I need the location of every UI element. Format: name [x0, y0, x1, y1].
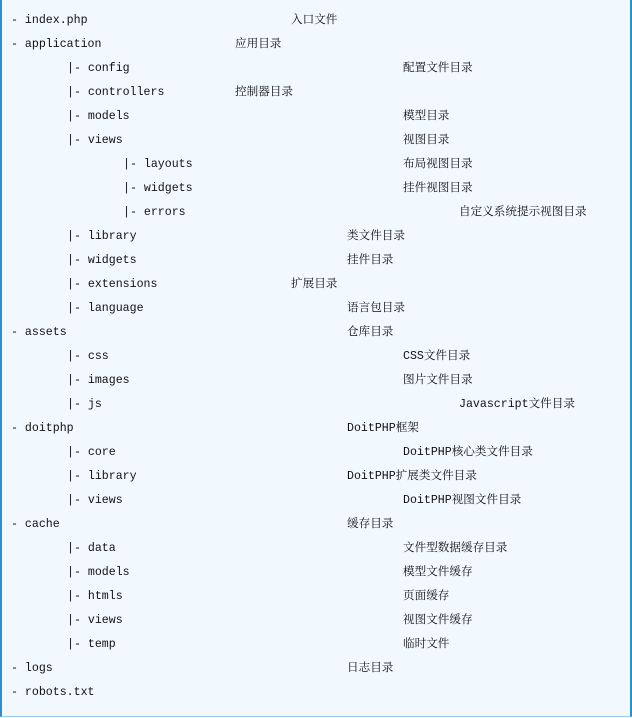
tree-entry-description: 文件型数据缓存目录	[403, 542, 508, 555]
tree-entry-description: 挂件目录	[347, 254, 394, 267]
tree-entry-name: |- models	[67, 110, 130, 123]
tree-row	[2, 253, 630, 269]
tree-row	[2, 421, 630, 437]
tree-entry-description: 入口文件	[291, 14, 338, 27]
tree-row	[2, 589, 630, 605]
tree-entry-name: - cache	[11, 518, 60, 531]
tree-entry-name: |- js	[67, 398, 102, 411]
tree-entry-name: |- widgets	[123, 182, 193, 195]
tree-entry-description: DoitPHP核心类文件目录	[403, 446, 533, 459]
tree-entry-name: - assets	[11, 326, 67, 339]
tree-entry-name: |- config	[67, 62, 130, 75]
tree-entry-name: - logs	[11, 662, 53, 675]
tree-entry-name: - robots.txt	[11, 686, 95, 699]
tree-entry-name: |- models	[67, 566, 130, 579]
tree-entry-description: CSS文件目录	[403, 350, 471, 363]
tree-row	[2, 301, 630, 317]
tree-row	[2, 61, 630, 77]
tree-row	[2, 85, 630, 101]
tree-entry-description: 自定义系统提示视图目录	[459, 206, 587, 219]
tree-row	[2, 109, 630, 125]
tree-row	[2, 565, 630, 581]
tree-entry-description: 图片文件目录	[403, 374, 473, 387]
tree-entry-description: 视图文件缓存	[403, 614, 473, 627]
tree-entry-name: |- layouts	[123, 158, 193, 171]
tree-entry-name: |- controllers	[67, 86, 165, 99]
tree-entry-description: 缓存目录	[347, 518, 394, 531]
tree-row	[2, 181, 630, 197]
tree-entry-description: 挂件视图目录	[403, 182, 473, 195]
tree-row	[2, 277, 630, 293]
tree-entry-name: - application	[11, 38, 102, 51]
tree-row	[2, 205, 630, 221]
tree-row	[2, 685, 630, 701]
tree-entry-name: |- language	[67, 302, 144, 315]
tree-entry-description: 类文件目录	[347, 230, 405, 243]
tree-row	[2, 517, 630, 533]
tree-entry-description: DoitPHP扩展类文件目录	[347, 470, 477, 483]
tree-entry-name: |- extensions	[67, 278, 158, 291]
tree-row	[2, 397, 630, 413]
tree-entry-description: 页面缓存	[403, 590, 450, 603]
tree-row	[2, 445, 630, 461]
tree-entry-name: |- css	[67, 350, 109, 363]
tree-entry-description: 模型目录	[403, 110, 450, 123]
tree-entry-name: |- images	[67, 374, 130, 387]
tree-entry-name: |- library	[67, 230, 137, 243]
tree-entry-description: DoitPHP视图文件目录	[403, 494, 522, 507]
tree-entry-name: - doitphp	[11, 422, 74, 435]
tree-row	[2, 37, 630, 53]
tree-entry-description: 布局视图目录	[403, 158, 473, 171]
tree-row	[2, 229, 630, 245]
tree-entry-description: 模型文件缓存	[403, 566, 473, 579]
tree-row	[2, 133, 630, 149]
tree-row	[2, 541, 630, 557]
tree-entry-description: 扩展目录	[291, 278, 338, 291]
tree-entry-description: 临时文件	[403, 638, 450, 651]
tree-entry-name: |- data	[67, 542, 116, 555]
tree-entry-name: |- views	[67, 614, 123, 627]
tree-entry-name: |- views	[67, 134, 123, 147]
tree-entry-description: 控制器目录	[235, 86, 293, 99]
tree-entry-description: 配置文件目录	[403, 62, 473, 75]
tree-entry-description: 应用目录	[235, 38, 282, 51]
tree-entry-name: |- views	[67, 494, 123, 507]
tree-entry-description: DoitPHP框架	[347, 422, 419, 435]
tree-entry-description: 视图目录	[403, 134, 450, 147]
tree-entry-description: Javascript文件目录	[459, 398, 575, 411]
tree-entry-name: |- errors	[123, 206, 186, 219]
tree-row	[2, 661, 630, 677]
tree-entry-description: 仓库目录	[347, 326, 394, 339]
tree-row	[2, 157, 630, 173]
tree-row	[2, 13, 630, 29]
tree-entry-name: |- widgets	[67, 254, 137, 267]
tree-row	[2, 637, 630, 653]
tree-row	[2, 613, 630, 629]
tree-row	[2, 325, 630, 341]
tree-entry-name: |- htmls	[67, 590, 123, 603]
tree-entry-name: - index.php	[11, 14, 88, 27]
tree-entry-description: 语言包目录	[347, 302, 405, 315]
tree-entry-name: |- library	[67, 470, 137, 483]
tree-row	[2, 349, 630, 365]
tree-row	[2, 469, 630, 485]
tree-entry-name: |- core	[67, 446, 116, 459]
tree-entry-name: |- temp	[67, 638, 116, 651]
tree-row	[2, 493, 630, 509]
tree-entry-description: 日志目录	[347, 662, 394, 675]
tree-row	[2, 373, 630, 389]
